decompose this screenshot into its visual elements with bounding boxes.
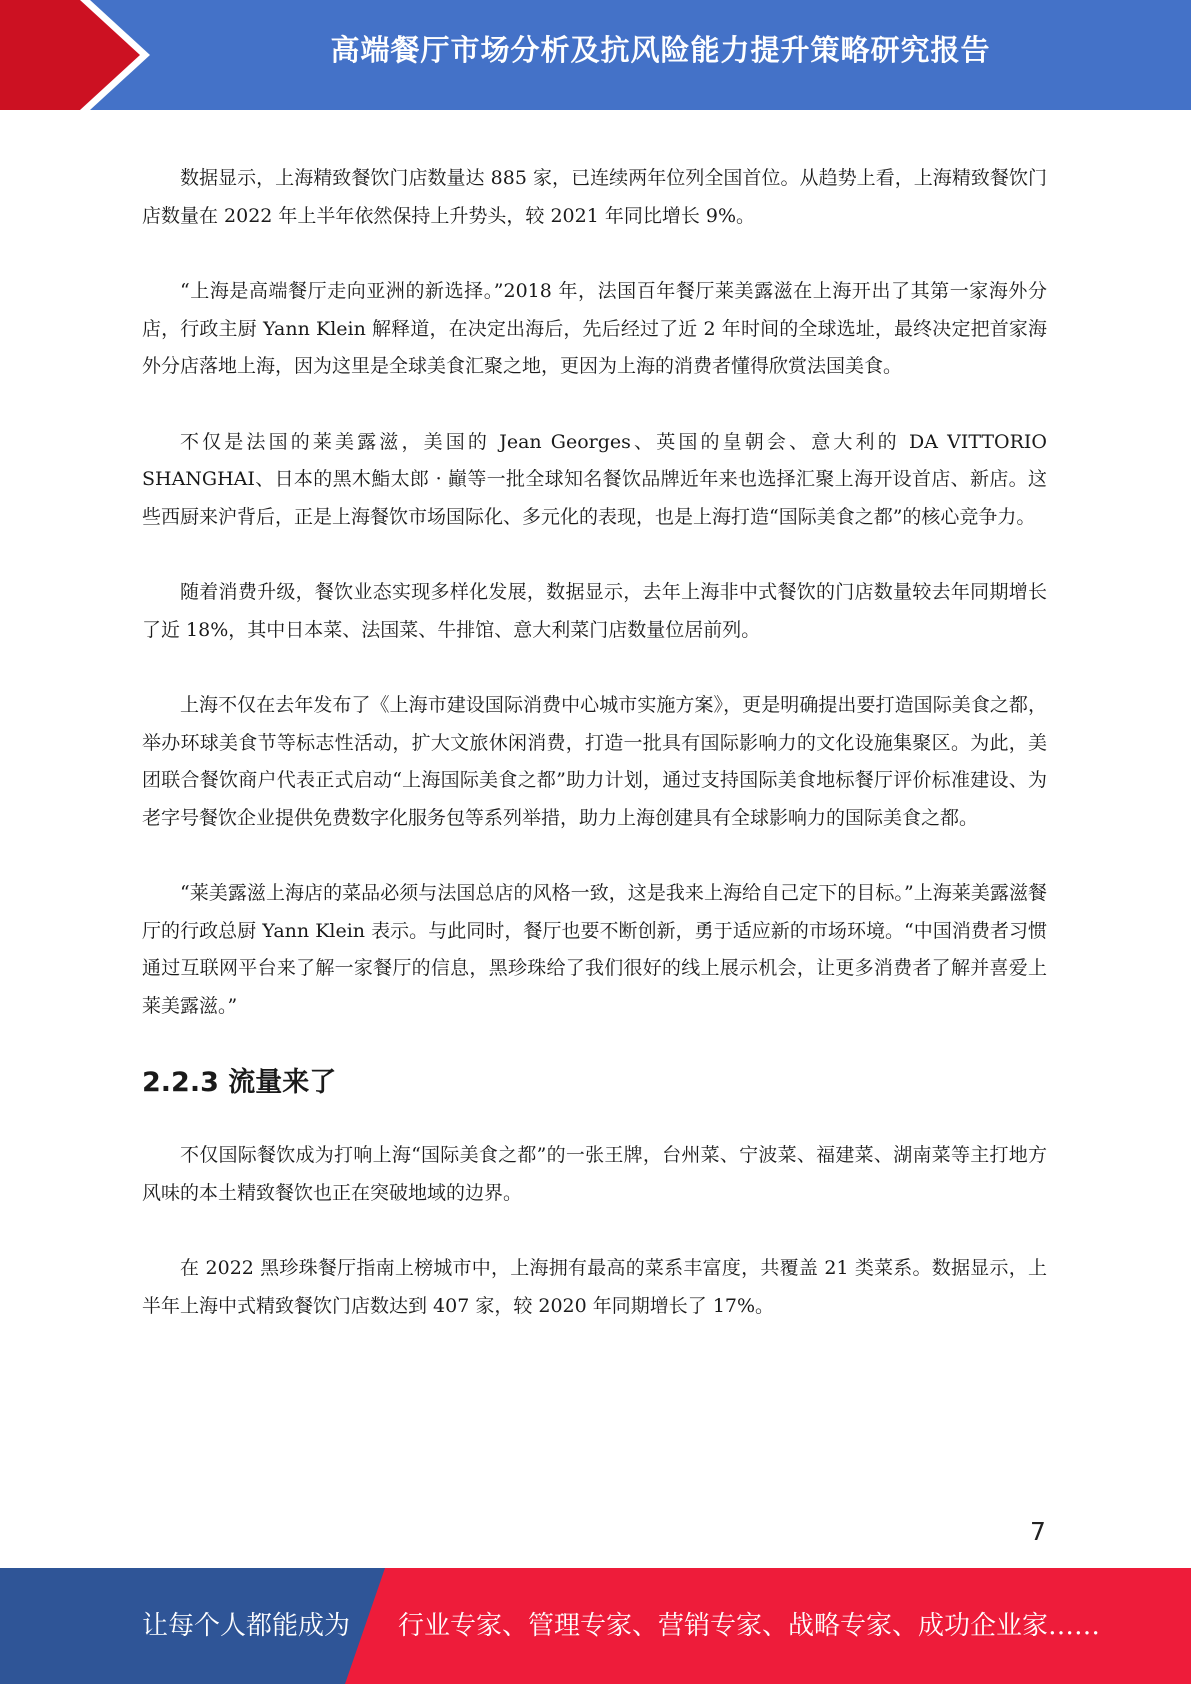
page-number: 7 bbox=[1030, 1517, 1046, 1546]
document-body bbox=[142, 160, 1047, 1363]
paragraph: 不仅国际餐饮成为打响上海“国际美食之都”的一张王牌，台州菜、宁波菜、福建菜、湖南菜等主打地方风味的本土精致餐饮也正在突破地域的边界。 bbox=[142, 1144, 1047, 1204]
footer-slogan-left: 让每个人都能成为 bbox=[142, 1611, 351, 1641]
paragraph: “上海是高端餐厅走向亚洲的新选择。”2018 年，法国百年餐厅莱美露滋在上海开出了其第一家海外分店，行政主厨 Yann Klein 解释道，在决定出海后，先后经过了近 2 年时间的全球选址，最终决定把首家海外分店落地上海，因为这里是全球美食汇聚之地，更因为上海的消费者懂得欣赏法国美食。 bbox=[142, 280, 1047, 377]
footer-slogan-right: 行业专家、管理专家、营销专家、战略专家、成功企业家…… bbox=[398, 1611, 1101, 1641]
paragraph: 不仅是法国的莱美露滋，美国的 Jean Georges、英国的皇朝会、意大利的 DA VITTORIO SHANGHAI、日本的黑木鮨太郎 · 巓等一批全球知名餐饮品牌近年来也选择汇聚上海开设首店、新店。这些西厨来沪背后，正是上海餐饮市场国际化、多元化的表现，也是上海打造“国际美食之都”的核心竞争力。 bbox=[142, 430, 1047, 528]
report-title: 高端餐厅市场分析及抗风险能力提升策略研究报告 bbox=[330, 33, 991, 67]
paragraph: 上海不仅在去年发布了《上海市建设国际消费中心城市实施方案》，更是明确提出要打造国际美食之都，举办环球美食节等标志性活动，扩大文旅休闲消费，打造一批具有国际影响力的文化设施集聚区。为此，美团联合餐饮商户代表正式启动“上海国际美食之都”助力计划，通过支持国际美食地标餐厅评价标准建设、为老字号餐饮企业提供免费数字化服务包等系列举措，助力上海创建具有全球影响力的国际美食之都。 bbox=[142, 694, 1047, 829]
paragraph: 数据显示，上海精致餐饮门店数量达 885 家，已连续两年位列全国首位。从趋势上看，上海精致餐饮门店数量在 2022 年上半年依然保持上升势头，较 2021 年同比增长 9%。 bbox=[142, 167, 1047, 227]
paragraph: “莱美露滋上海店的菜品必须与法国总店的风格一致，这是我来上海给自己定下的目标。”上海莱美露滋餐厅的行政总厨 Yann Klein 表示。与此同时，餐厅也要不断创新，勇于适应新的市场环境。“中国消费者习惯通过互联网平台来了解一家餐厅的信息，黑珍珠给了我们很好的线上展示机会，让更多消费者了解并喜爱上莱美露滋。” bbox=[142, 882, 1047, 1017]
paragraph: 在 2022 黑珍珠餐厅指南上榜城市中，上海拥有最高的菜系丰富度，共覆盖 21 类菜系。数据显示，上半年上海中式精致餐饮门店数达到 407 家，较 2020 年同期增长了 17%。 bbox=[142, 1257, 1047, 1317]
page-footer bbox=[0, 1568, 1191, 1684]
paragraph: 随着消费升级，餐饮业态实现多样化发展，数据显示，去年上海非中式餐饮的门店数量较去年同期增长了近 18%，其中日本菜、法国菜、牛排馆、意大利菜门店数量位居前列。 bbox=[142, 581, 1047, 641]
section-heading: 2.2.3 流量来了 bbox=[142, 1067, 337, 1098]
page-header bbox=[0, 0, 1191, 110]
